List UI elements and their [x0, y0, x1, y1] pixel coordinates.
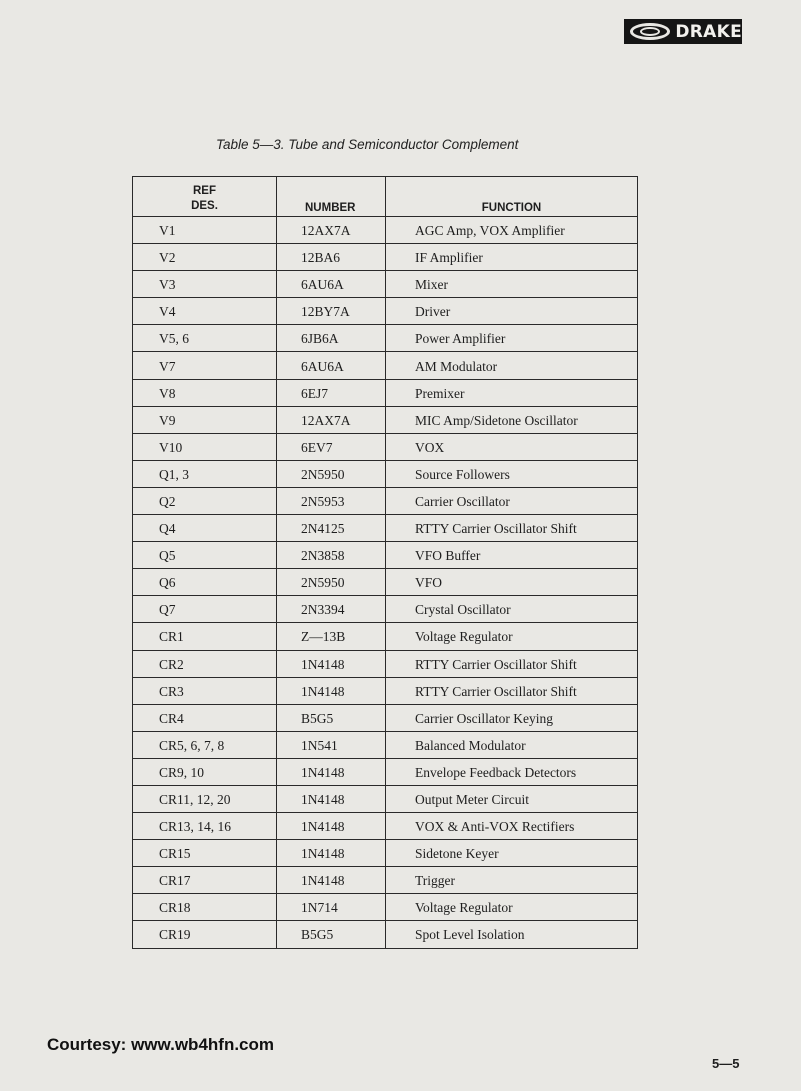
function-cell: Mixer: [386, 271, 638, 298]
part-number-cell: 12AX7A: [277, 217, 386, 244]
table-row: [133, 894, 638, 921]
function-cell: Voltage Regulator: [386, 894, 638, 921]
part-number-cell: 2N3394: [277, 596, 386, 623]
table-caption: Table 5—3. Tube and Semiconductor Complement: [216, 137, 519, 152]
ref-des-cell: CR1: [133, 623, 277, 650]
ref-des-cell: CR2: [133, 650, 277, 677]
table-row: [133, 433, 638, 460]
table-row: [133, 867, 638, 894]
page-number: 5—5: [712, 1056, 740, 1071]
function-cell: RTTY Carrier Oscillator Shift: [386, 677, 638, 704]
part-number-cell: 1N4148: [277, 758, 386, 785]
header-ref-line2: DES.: [191, 200, 218, 212]
part-number-cell: 1N4148: [277, 840, 386, 867]
table-row: [133, 379, 638, 406]
table-row: [133, 650, 638, 677]
brand-name: DRAKE: [675, 21, 742, 42]
table-row: [133, 677, 638, 704]
ref-des-cell: CR13, 14, 16: [133, 813, 277, 840]
table-row: [133, 623, 638, 650]
ref-des-cell: Q4: [133, 515, 277, 542]
ref-des-cell: Q5: [133, 542, 277, 569]
part-number-cell: 6JB6A: [277, 325, 386, 352]
part-number-cell: 12BY7A: [277, 298, 386, 325]
ref-des-cell: V3: [133, 271, 277, 298]
ref-des-cell: Q1, 3: [133, 460, 277, 487]
part-number-cell: 1N4148: [277, 867, 386, 894]
ref-des-cell: CR15: [133, 840, 277, 867]
table-row: [133, 785, 638, 812]
ref-des-cell: CR3: [133, 677, 277, 704]
ref-des-cell: V2: [133, 244, 277, 271]
function-cell: Balanced Modulator: [386, 731, 638, 758]
ref-des-cell: V8: [133, 379, 277, 406]
table-row: [133, 325, 638, 352]
function-cell: Sidetone Keyer: [386, 840, 638, 867]
table-row: [133, 352, 638, 379]
header-ref-line1: REF: [193, 185, 216, 197]
part-number-cell: B5G5: [277, 704, 386, 731]
table-row: [133, 460, 638, 487]
drake-emblem-icon: [630, 23, 670, 40]
part-number-cell: 6EV7: [277, 433, 386, 460]
ref-des-cell: V9: [133, 406, 277, 433]
function-cell: Spot Level Isolation: [386, 921, 638, 948]
function-cell: Power Amplifier: [386, 325, 638, 352]
function-cell: Source Followers: [386, 460, 638, 487]
function-cell: IF Amplifier: [386, 244, 638, 271]
table-row: [133, 542, 638, 569]
function-cell: Carrier Oscillator Keying: [386, 704, 638, 731]
ref-des-cell: V4: [133, 298, 277, 325]
function-cell: Premixer: [386, 379, 638, 406]
function-cell: Carrier Oscillator: [386, 487, 638, 514]
table-row: [133, 515, 638, 542]
ref-des-cell: CR5, 6, 7, 8: [133, 731, 277, 758]
part-number-cell: 1N4148: [277, 785, 386, 812]
header-function: FUNCTION: [386, 177, 638, 217]
part-number-cell: 1N4148: [277, 650, 386, 677]
table-row: [133, 487, 638, 514]
ref-des-cell: V1: [133, 217, 277, 244]
table-row: [133, 298, 638, 325]
ref-des-cell: CR19: [133, 921, 277, 948]
table-row: [133, 704, 638, 731]
courtesy-note: Courtesy: www.wb4hfn.com: [47, 1035, 275, 1054]
table-row: [133, 840, 638, 867]
header-ref-des: [133, 177, 277, 217]
function-cell: Crystal Oscillator: [386, 596, 638, 623]
ref-des-cell: Q2: [133, 487, 277, 514]
part-number-cell: 6AU6A: [277, 271, 386, 298]
drake-logo: [624, 19, 742, 44]
part-number-cell: 6AU6A: [277, 352, 386, 379]
table-row: [133, 758, 638, 785]
part-number-cell: 6EJ7: [277, 379, 386, 406]
function-cell: AM Modulator: [386, 352, 638, 379]
function-cell: Driver: [386, 298, 638, 325]
function-cell: Output Meter Circuit: [386, 785, 638, 812]
ref-des-cell: CR4: [133, 704, 277, 731]
ref-des-cell: V10: [133, 433, 277, 460]
ref-des-cell: CR9, 10: [133, 758, 277, 785]
part-number-cell: 12BA6: [277, 244, 386, 271]
part-number-cell: 2N4125: [277, 515, 386, 542]
function-cell: VFO: [386, 569, 638, 596]
ref-des-cell: CR11, 12, 20: [133, 785, 277, 812]
ref-des-cell: Q6: [133, 569, 277, 596]
header-number: NUMBER: [277, 177, 386, 217]
part-number-cell: 2N5953: [277, 487, 386, 514]
table-row: [133, 569, 638, 596]
table-row: [133, 406, 638, 433]
table-row: [133, 217, 638, 244]
ref-des-cell: V7: [133, 352, 277, 379]
table-row: [133, 271, 638, 298]
function-cell: VOX: [386, 433, 638, 460]
part-number-cell: 1N714: [277, 894, 386, 921]
function-cell: VFO Buffer: [386, 542, 638, 569]
part-number-cell: 1N4148: [277, 813, 386, 840]
function-cell: RTTY Carrier Oscillator Shift: [386, 515, 638, 542]
ref-des-cell: V5, 6: [133, 325, 277, 352]
part-number-cell: 2N3858: [277, 542, 386, 569]
part-number-cell: 2N5950: [277, 460, 386, 487]
part-number-cell: 2N5950: [277, 569, 386, 596]
part-number-cell: 1N541: [277, 731, 386, 758]
function-cell: Envelope Feedback Detectors: [386, 758, 638, 785]
function-cell: AGC Amp, VOX Amplifier: [386, 217, 638, 244]
table-row: [133, 813, 638, 840]
function-cell: VOX & Anti-VOX Rectifiers: [386, 813, 638, 840]
table-row: [133, 244, 638, 271]
part-number-cell: B5G5: [277, 921, 386, 948]
table-row: [133, 731, 638, 758]
part-number-cell: 1N4148: [277, 677, 386, 704]
ref-des-cell: CR18: [133, 894, 277, 921]
complement-table: [132, 176, 638, 949]
table-row: [133, 921, 638, 948]
table-header-row: [133, 177, 638, 217]
ref-des-cell: Q7: [133, 596, 277, 623]
function-cell: MIC Amp/Sidetone Oscillator: [386, 406, 638, 433]
function-cell: Voltage Regulator: [386, 623, 638, 650]
ref-des-cell: CR17: [133, 867, 277, 894]
function-cell: RTTY Carrier Oscillator Shift: [386, 650, 638, 677]
function-cell: Trigger: [386, 867, 638, 894]
part-number-cell: 12AX7A: [277, 406, 386, 433]
table-row: [133, 596, 638, 623]
part-number-cell: Z—13B: [277, 623, 386, 650]
